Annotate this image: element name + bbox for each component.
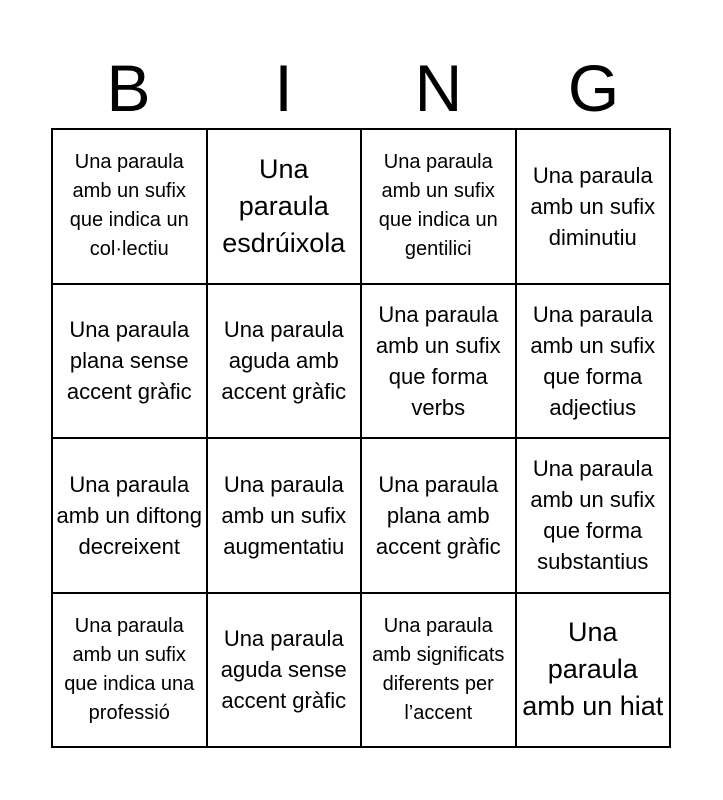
bingo-cell-text: Una paraula amb un sufix diminutiu bbox=[530, 162, 656, 250]
bingo-cell-text: Una paraula plana amb accent gràfic bbox=[375, 471, 501, 559]
bingo-cell-text: Una paraula aguda sense accent gràfic bbox=[220, 626, 347, 714]
bingo-cell[interactable] bbox=[53, 130, 208, 285]
header-letter-i: I bbox=[274, 51, 293, 125]
bingo-cell-text: Una paraula amb un sufix que forma substantius bbox=[530, 456, 656, 575]
bingo-cell-text: Una paraula esdrúixola bbox=[222, 153, 346, 258]
bingo-cell[interactable] bbox=[362, 130, 517, 285]
bingo-cell-text: Una paraula amb un sufix augmentatiu bbox=[221, 471, 347, 559]
bingo-cell[interactable] bbox=[517, 130, 672, 285]
bingo-cell-text: Una paraula plana sense accent gràfic bbox=[66, 317, 192, 405]
bingo-header bbox=[51, 48, 671, 128]
bingo-cell-text: Una paraula amb un sufix que forma adjectius bbox=[530, 301, 656, 420]
bingo-cell-text: Una paraula amb un diftong decreixent bbox=[56, 471, 203, 559]
bingo-cell-text: Una paraula amb un hiat bbox=[522, 617, 664, 722]
bingo-cell-text: Una paraula aguda amb accent gràfic bbox=[221, 317, 347, 405]
bingo-cell-text: Una paraula amb un sufix que forma verbs bbox=[375, 301, 501, 420]
bingo-card-grid bbox=[51, 128, 671, 748]
bingo-cell[interactable] bbox=[362, 439, 517, 594]
header-letter-g: G bbox=[567, 51, 620, 125]
bingo-cell[interactable] bbox=[208, 594, 363, 749]
bingo-cell[interactable] bbox=[208, 130, 363, 285]
header-letter-n: N bbox=[414, 51, 463, 125]
bingo-cell-text: Una paraula amb un sufix que indica una professió bbox=[64, 614, 195, 724]
bingo-cell[interactable] bbox=[53, 439, 208, 594]
bingo-cell[interactable] bbox=[208, 439, 363, 594]
bingo-cell[interactable] bbox=[517, 594, 672, 749]
bingo-cell[interactable] bbox=[208, 285, 363, 440]
bingo-cell[interactable] bbox=[362, 594, 517, 749]
bingo-cell[interactable] bbox=[362, 285, 517, 440]
bingo-cell[interactable] bbox=[53, 285, 208, 440]
bingo-cell-text: Una paraula amb significats diferents per l’accent bbox=[372, 614, 505, 724]
header-letter-b: B bbox=[106, 51, 151, 125]
bingo-cell[interactable] bbox=[517, 285, 672, 440]
bingo-cell-text: Una paraula amb un sufix que indica un gentilici bbox=[378, 151, 498, 261]
bingo-cell-text: Una paraula amb un sufix que indica un col·lectiu bbox=[69, 151, 189, 261]
bingo-cell[interactable] bbox=[517, 439, 672, 594]
bingo-cell[interactable] bbox=[53, 594, 208, 749]
